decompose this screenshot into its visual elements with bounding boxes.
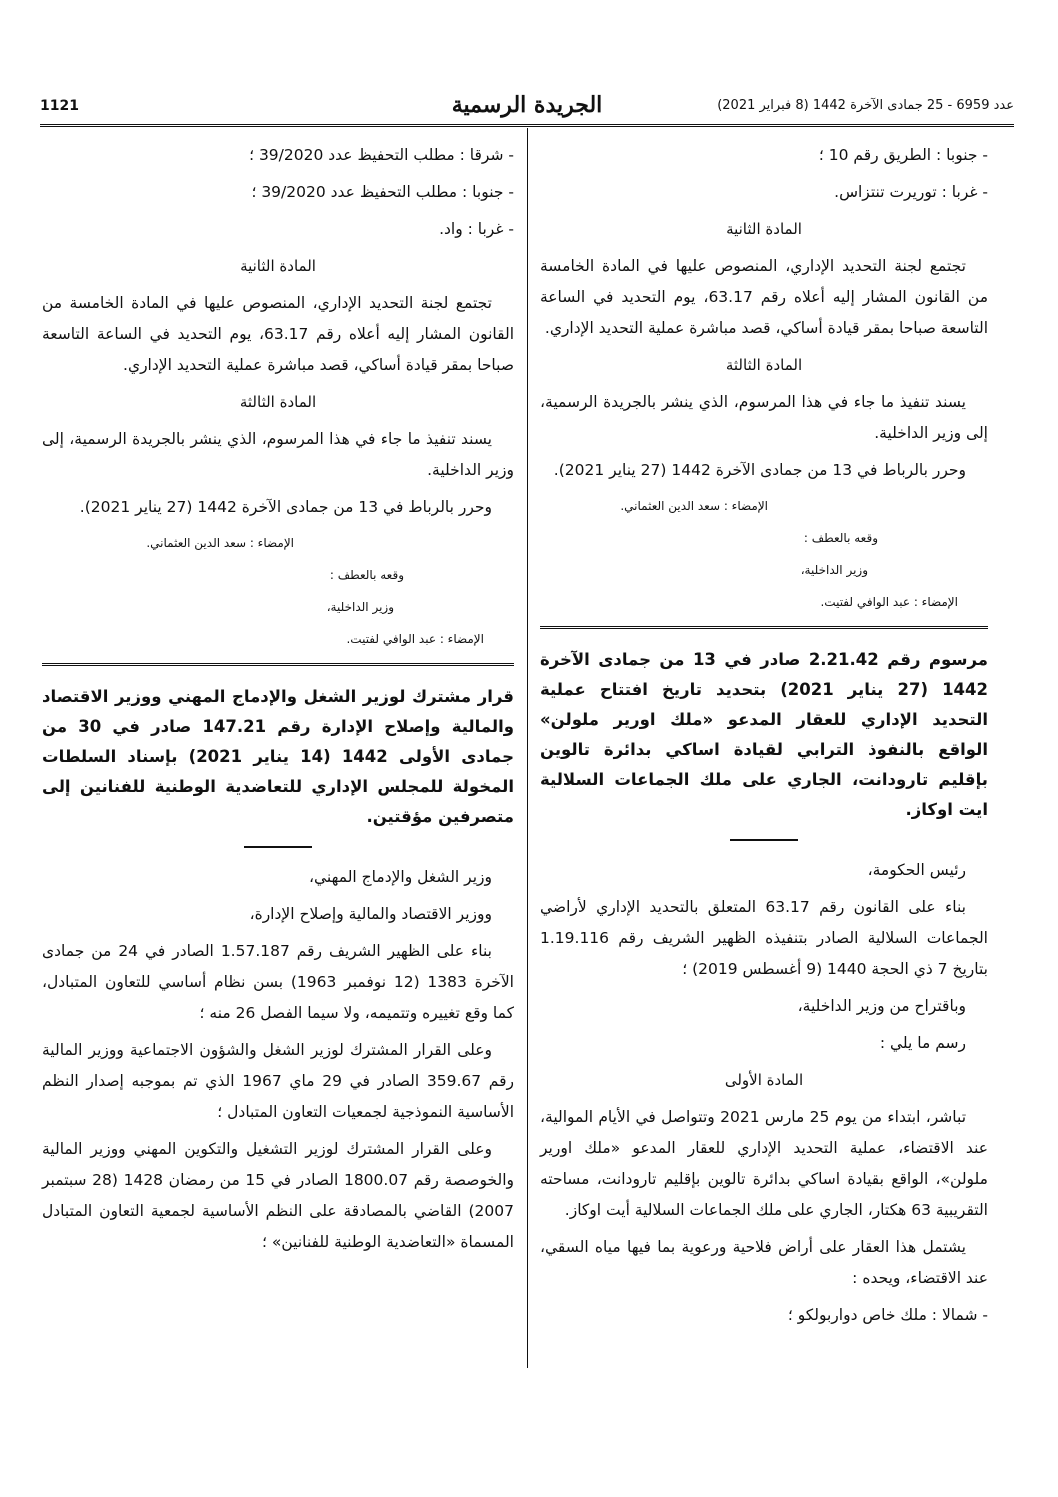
minister-title: وزير الداخلية، [326, 600, 394, 614]
article-heading: المادة الثانية [240, 257, 316, 275]
article-body: يشتمل هذا العقار على أراض فلاحية ورعوية بما فيها مياه السقي، عند الاقتضاء، ويحده : [540, 1238, 988, 1287]
boundary-west: - غربا : توريرت تنتزاس. [834, 183, 988, 201]
left-column [42, 140, 514, 1264]
article-heading: المادة الثالثة [725, 356, 803, 374]
boundary-east: - شرقا : مطلب التحفيظ عدد 39/2020 ؛ [249, 146, 514, 164]
article-body: تباشر، ابتداء من يوم 25 مارس 2021 وتتواصل في الأيام الموالية، عند الاقتضاء، عملية التحديد الإداري للعقار المدعو «ملك اورير ملولن»، الواقع بقيادة اساكي بدائرة تالوين بإقليم تارودانت، مساحته التقريبية 63 هكتار، الجاري على ملك الجماعات السلالية أيت اوكاز. [540, 1108, 988, 1219]
issue-info: عدد 6959 - 25 جمادى الآخرة 1442 (8 فبراير 2021) [717, 98, 1014, 113]
gazette-title: الجريدة الرسمية [451, 92, 603, 118]
signature-line: الإمضاء : عبد الوافي لفتيت. [820, 595, 958, 609]
article-body: تجتمع لجنة التحديد الإداري، المنصوص عليها في المادة الخامسة من القانون المشار إليه أعلاه رقم 63.17، يوم التحديد في الساعة التاسعة صباحا بمقر قيادة أساكي، قصد مباشرة عملية التحديد الإداري. [540, 257, 988, 337]
signature-line: الإمضاء : عبد الوافي لفتيت. [346, 632, 484, 646]
section-separator [42, 663, 514, 668]
decree-title: قرار مشترك لوزير الشغل والإدماج المهني ووزير الاقتصاد والمالية وإصلاح الإدارة رقم 147.21 صادر في 30 من جمادى الأولى 1442 (14 يناير 2021) بإسناد السلطات المخولة للمجلس الإداري للتعاضدية الوطنية للفنانين إلى متصرفين مؤقتين. [42, 687, 514, 826]
legal-basis: بناء على الظهير الشريف رقم 1.57.187 الصادر في 24 من جمادى الآخرة 1383 (12 نوفمبر 1963) بسن نظام أساسي للتعاون المتبادل، كما وقع تغييره وتتميمه، ولا سيما الفصل 26 منه ؛ [42, 942, 514, 1022]
boundary-north: - شمالا : ملك خاص دواربولكو ؛ [787, 1306, 988, 1324]
right-column [540, 140, 988, 1337]
article-heading: المادة الثانية [726, 220, 802, 238]
legal-basis: وعلى القرار المشترك لوزير الشغل والشؤون الاجتماعية ووزير المالية رقم 359.67 الصادر في 29 ماي 1967 الذي تم بموجبه إصدار النظم الأساسية النموذجية لجمعيات التعاون المتبادل ؛ [42, 1041, 515, 1121]
legal-basis: وباقتراح من وزير الداخلية، [797, 997, 966, 1015]
short-rule [730, 839, 798, 841]
signature-block [42, 533, 514, 649]
boundary-west: - غربا : واد. [439, 220, 514, 238]
decree-formula: رسم ما يلي : [879, 1034, 966, 1052]
page-number: 1121 [40, 98, 79, 114]
article-body: تجتمع لجنة التحديد الإداري، المنصوص عليها في المادة الخامسة من القانون المشار إليه أعلاه رقم 63.17، يوم التحديد في الساعة التاسعة صباحا بمقر قيادة أساكي، قصد مباشرة عملية التحديد الإداري. [42, 294, 515, 374]
legal-basis: بناء على القانون رقم 63.17 المتعلق بالتحديد الإداري لأراضي الجماعات السلالية الصادر بتنفيذه الظهير الشريف رقم 1.19.116 بتاريخ 7 ذي الحجة 1440 (9 أغسطس 2019) ؛ [540, 898, 988, 978]
minister-title: وزير الداخلية، [800, 563, 868, 577]
article-heading: المادة الأولى [724, 1071, 804, 1089]
short-rule [244, 846, 312, 848]
article-body: يسند تنفيذ ما جاء في هذا المرسوم، الذي ينشر بالجريدة الرسمية، إلى وزير الداخلية. [42, 430, 514, 479]
countersign-label: وقعه بالعطف : [803, 531, 878, 545]
signature-line: الإمضاء : سعد الدين العثماني. [620, 499, 768, 513]
decree-title: مرسوم رقم 2.21.42 صادر في 13 من جمادى الآخرة 1442 (27 يناير 2021) بتحديد تاريخ افتتاح عملية التحديد الإداري للعقار المدعو «ملك اورير ملولن» الواقع بالنفوذ الترابي لقيادة اساكي بدائرة تالوين بإقليم تارودانت، الجاري على ملك الجماعات السلالية ايت اوكاز. [540, 650, 989, 819]
head-of-government: رئيس الحكومة، [867, 861, 966, 879]
article-heading: المادة الثالثة [239, 393, 317, 411]
minister-line: ووزير الاقتصاد والمالية وإصلاح الإدارة، [249, 905, 492, 923]
signing-date: وحرر بالرباط في 13 من جمادى الآخرة 1442 (27 يناير 2021). [553, 461, 966, 479]
column-divider [527, 128, 528, 1368]
boundary-south: - جنوبا : مطلب التحفيظ عدد 39/2020 ؛ [251, 183, 514, 201]
section-separator [540, 626, 988, 631]
legal-basis: وعلى القرار المشترك لوزير التشغيل والتكوين المهني ووزير المالية والخوصصة رقم 1800.07 الصادر في 15 من رمضان 1428 (28 سبتمبر 2007) القاضي بالمصادقة على النظم الأساسية لجمعية التعاون المتبادل المسماة «التعاضدية الوطنية للفنانين» ؛ [42, 1140, 514, 1251]
signature-line: الإمضاء : سعد الدين العثماني. [146, 536, 294, 550]
page-header [40, 92, 1014, 122]
article-body: يسند تنفيذ ما جاء في هذا المرسوم، الذي ينشر بالجريدة الرسمية، إلى وزير الداخلية. [540, 393, 988, 442]
minister-line: وزير الشغل والإدماج المهني، [309, 868, 492, 886]
countersign-label: وقعه بالعطف : [329, 568, 404, 582]
signature-block [540, 496, 988, 612]
signing-date: وحرر بالرباط في 13 من جمادى الآخرة 1442 (27 يناير 2021). [79, 498, 492, 516]
boundary-south: - جنوبا : الطريق رقم 10 ؛ [818, 146, 988, 164]
